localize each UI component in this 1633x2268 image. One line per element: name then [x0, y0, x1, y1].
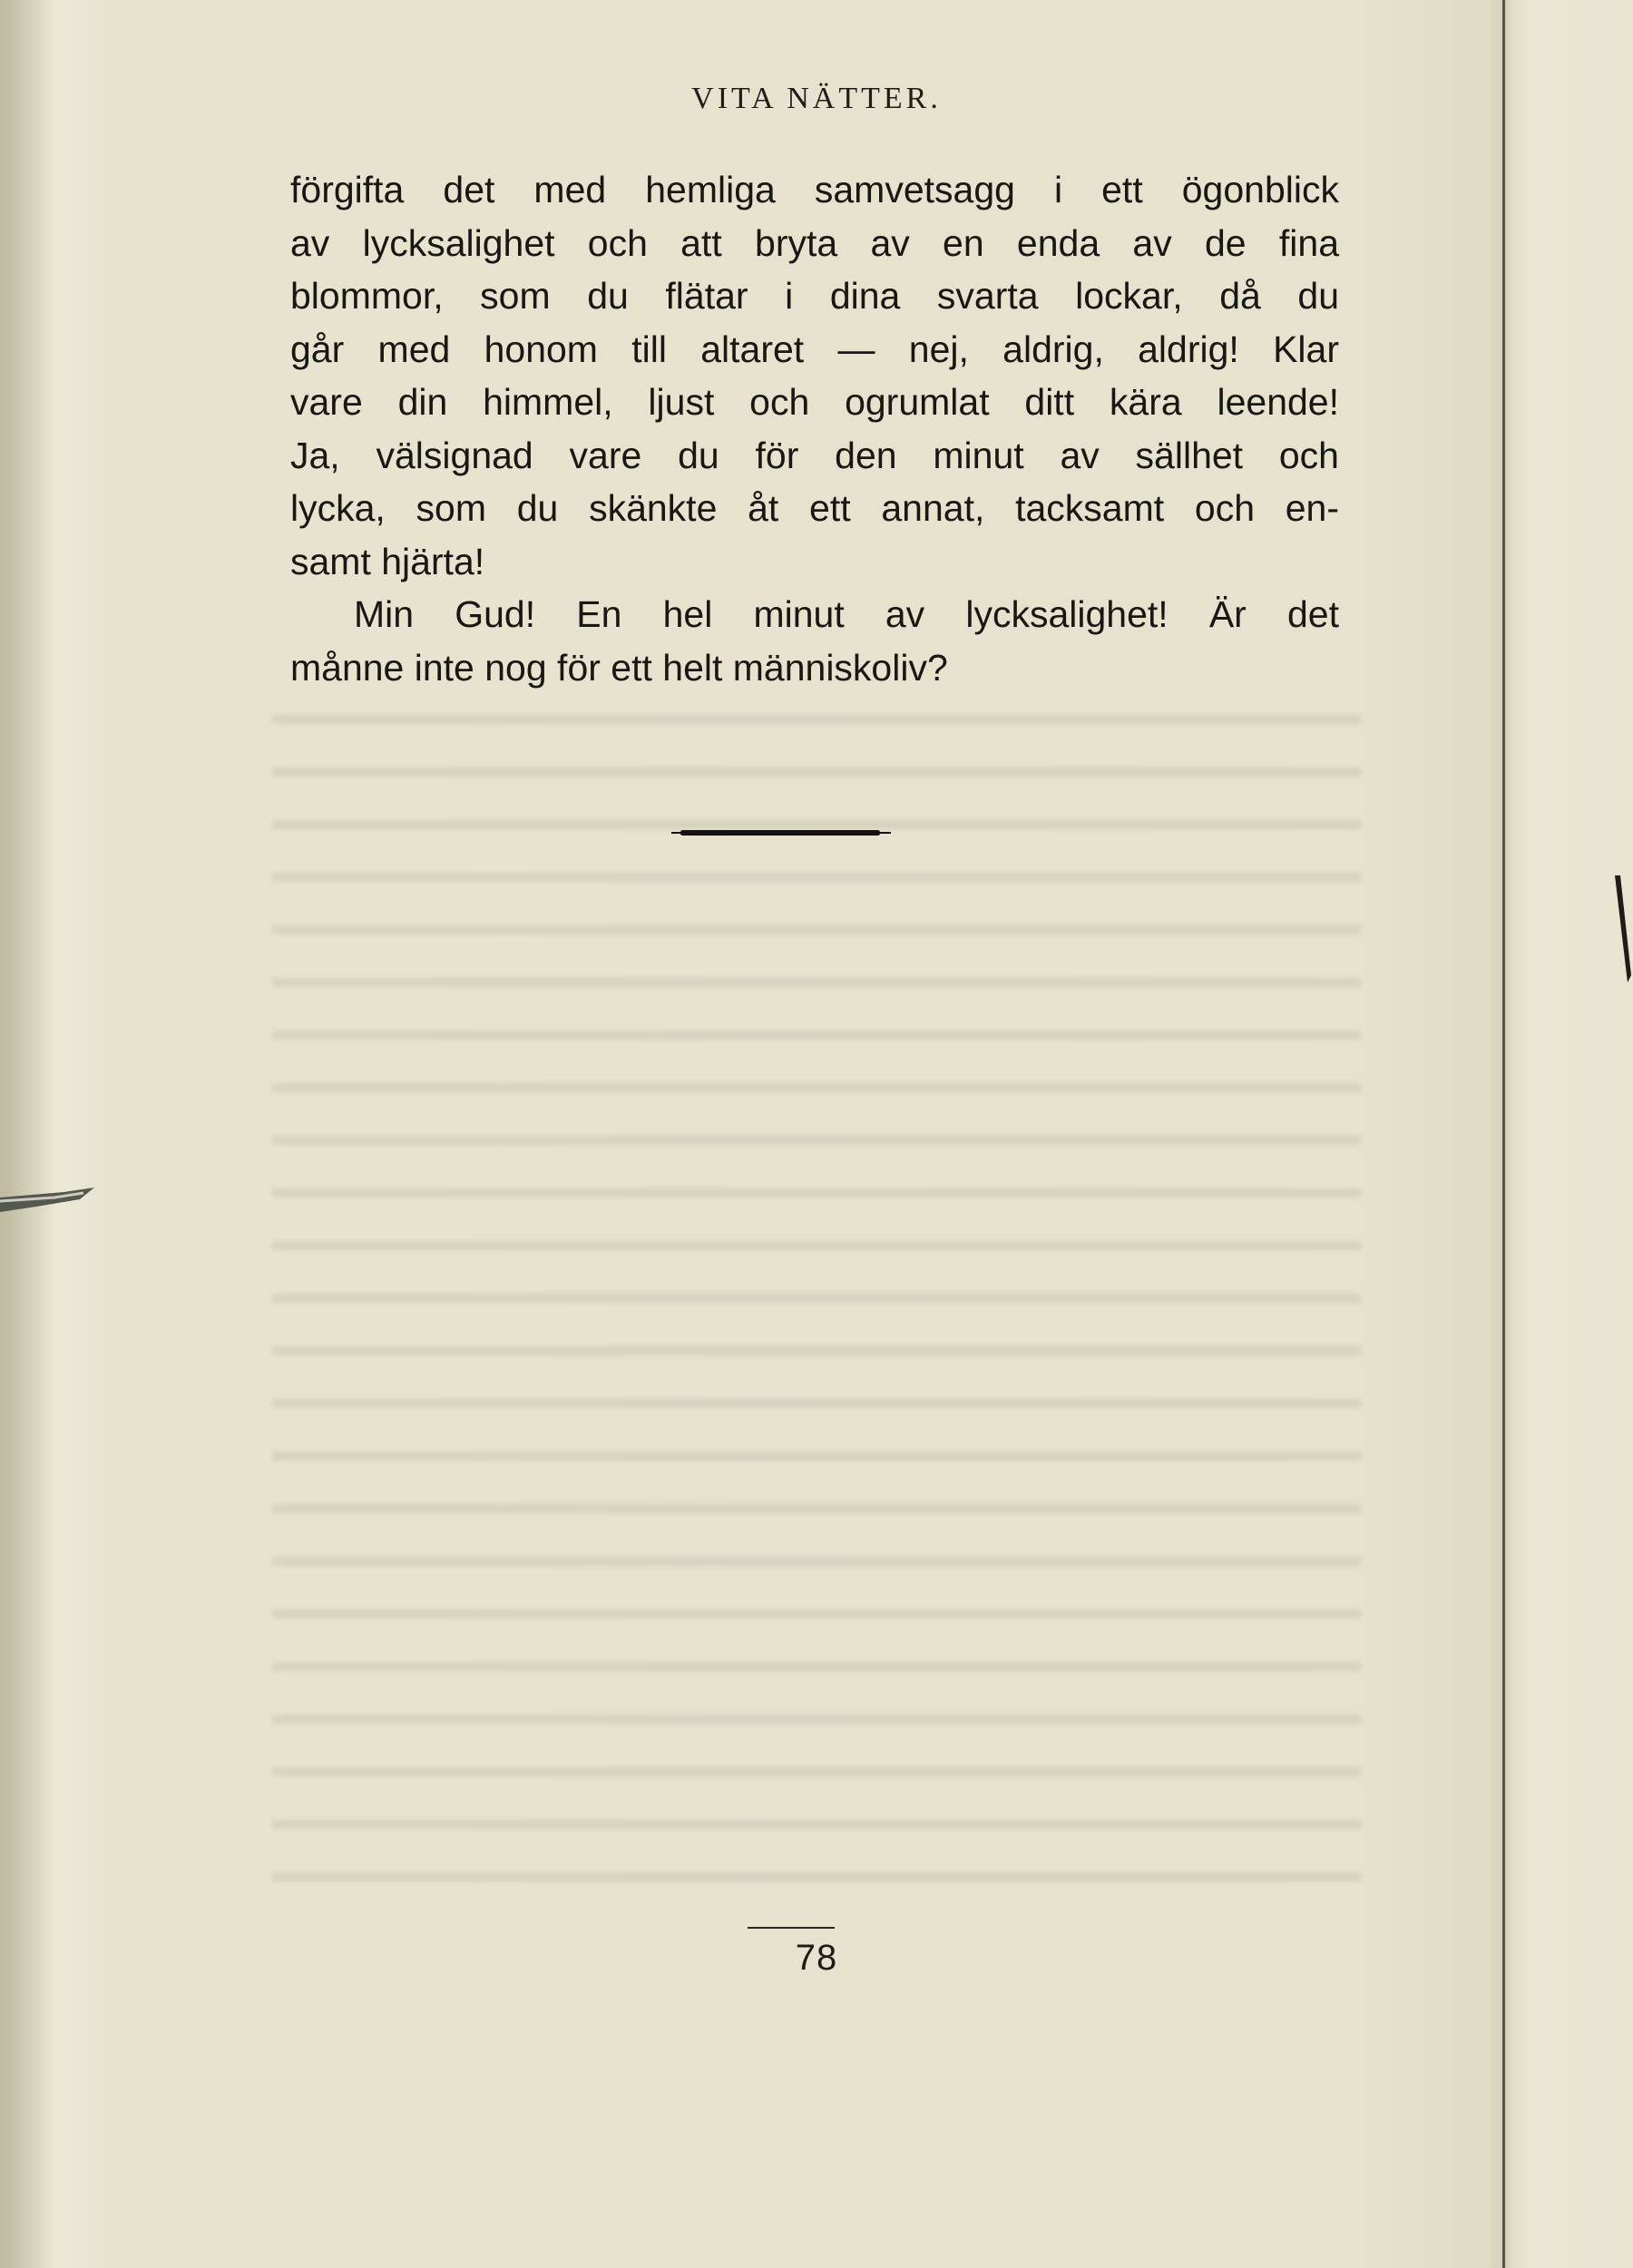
- text-line: Ja, välsignad vare du för den minut av sällhet och: [290, 434, 1339, 476]
- gutter-shadow: [0, 0, 54, 2268]
- text-line: av lycksalighet och att bryta av en enda av de fina: [290, 221, 1339, 264]
- section-divider-right-taper: [876, 832, 891, 834]
- text-line: blommor, som du flätar i dina svarta lockar, då du: [290, 275, 1339, 317]
- text-line: går med honom till altaret — nej, aldrig, aldrig! Klar: [290, 327, 1339, 370]
- page-edge-line: [1502, 0, 1505, 2268]
- paper-clip-mark: [0, 1185, 100, 1216]
- body-text: [290, 163, 1339, 694]
- folio-rule: [748, 1927, 835, 1929]
- text-line: lycka, som du skänkte åt ett annat, tacksamt och en-: [290, 487, 1339, 529]
- section-divider: [680, 830, 880, 836]
- show-through-text: [272, 689, 1361, 1923]
- adjacent-page-glyph: [1613, 875, 1633, 984]
- paragraph-first-line: Min Gud! En hel minut av lycksalighet! Är det: [354, 593, 1339, 635]
- text-line: vare din himmel, ljust och ogrumlat ditt kära leende!: [290, 381, 1339, 423]
- text-line: månne inte nog för ett helt människoliv?: [290, 646, 948, 689]
- text-line: samt hjärta!: [290, 540, 485, 582]
- text-line: förgifta det med hemliga samvetsagg i ett ögonblick: [290, 169, 1339, 210]
- running-head: VITA NÄTTER.: [691, 82, 942, 115]
- page-number: 78: [795, 1938, 838, 1978]
